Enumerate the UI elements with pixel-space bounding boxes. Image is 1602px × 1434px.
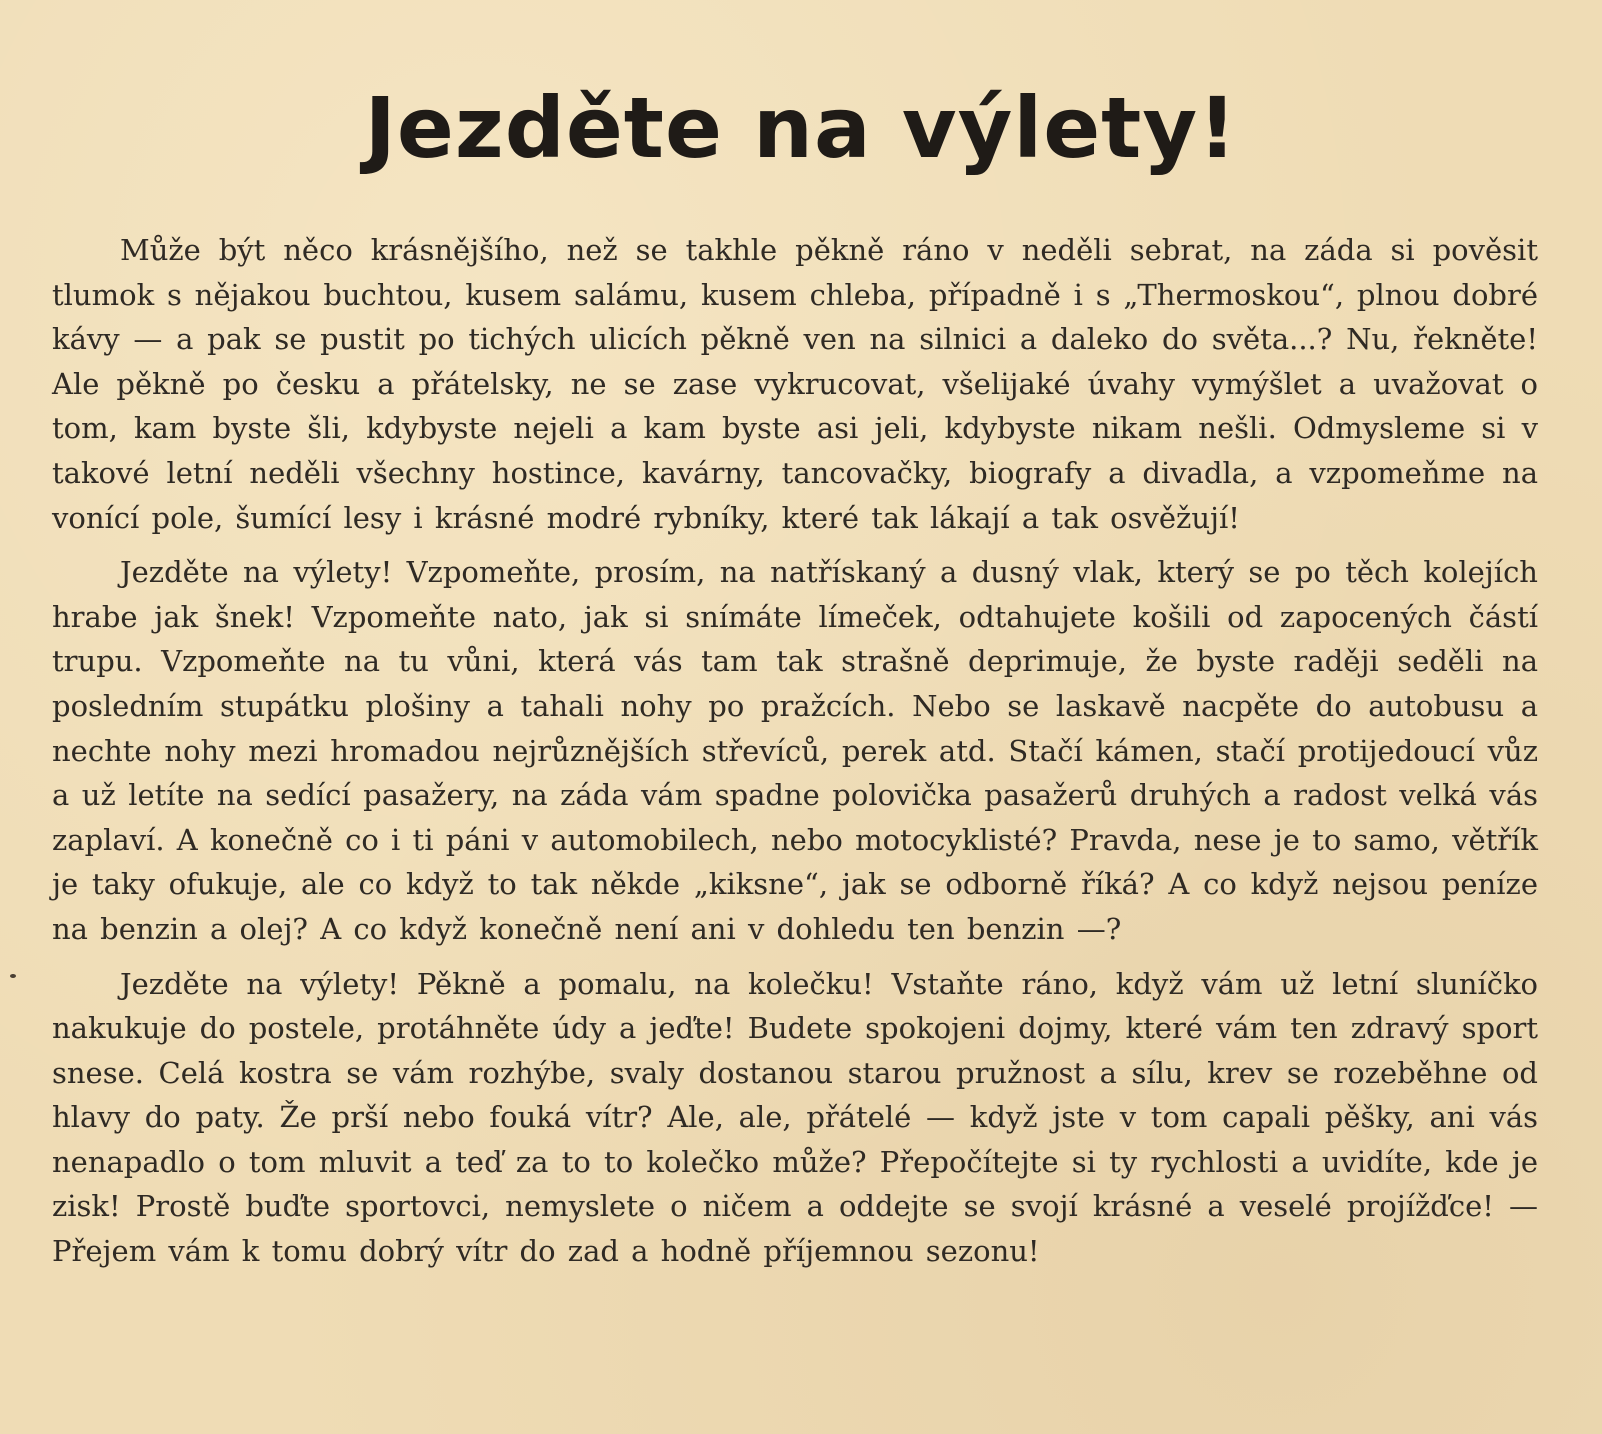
article-title: Jezděte na výlety!	[364, 79, 1238, 177]
article-paragraph-1: Může být něco krásnějšího, než se takhle pěkně ráno v neděli sebrat, na záda si pověsit tlumok s nějakou buchtou, kusem salámu, kusem chleba, případně i s „Thermoskou“, plnou dobré kávy — a pak se pustit po tichých ulicích pěkně ven na silnici a daleko do světa...? Nu, řekněte! Ale pěkně po česku a přátelsky, ne se zase vykrucovat, všelijaké úvahy vymýšlet a uvažovat o tom, kam byste šli, kdybyste nejeli a kam byste asi jeli, kdybyste nikam nešli. Odmysleme si v takové letní neděli všechny hostince, kavárny, tancovačky, biografy a divadla, a vzpomeňme na vonící pole, šumící lesy i krásné modré rybníky, které tak lákají a tak osvěžují!	[52, 233, 1538, 535]
ink-speck	[10, 974, 16, 978]
article-paragraph-2: Jezděte na výlety! Vzpomeňte, prosím, na natřískaný a dusný vlak, který se po těch kolejích hrabe jak šnek! Vzpomeňte nato, jak si snímáte límeček, odtahujete košili od zapocených částí trupu. Vzpomeňte na tu vůni, která vás tam tak strašně deprimuje, že byste raději seděli na posledním stupátku plošiny a tahali nohy po pražcích. Nebo se laskavě nacpěte do autobusu a nechte nohy mezi hromadou nejrůznějších střevíců, perek atd. Stačí kámen, stačí protijedoucí vůz a už letíte na sedící pasažery, na záda vám spadne polovička pasažerů druhých a radost velká vás zaplaví. A konečně co i ti páni v automobilech, nebo motocyklisté? Pravda, nese je to samo, větřík je taky ofukuje, ale co když to tak někde „kiksne“, jak se odborně říká? A co když nejsou peníze na benzin a olej? A co když konečně není ani v dohledu ten benzin —?	[52, 555, 1538, 946]
article-body	[52, 228, 1538, 1284]
article-paragraph-3: Jezděte na výlety! Pěkně a pomalu, na kolečku! Vstaňte ráno, když vám už letní sluníčko nakukuje do postele, protáhněte údy a jeďte! Budete spokojeni dojmy, které vám ten zdravý sport snese. Celá kostra se vám rozhýbe, svaly dostanou starou pružnost a sílu, krev se rozeběhne od hlavy do paty. Že prší nebo fouká vítr? Ale, ale, přátelé — když jste v tom capali pěšky, ani vás nenapadlo o tom mluvit a teď za to to kolečko může? Přepočítejte si ty rychlosti a uvidíte, kde je zisk! Prostě buďte sportovci, nemyslete o ničem a oddejte se svojí krásné a veselé projížďce! — Přejem vám k tomu dobrý vítr do zad a hodně příjemnou sezonu!	[52, 966, 1538, 1269]
